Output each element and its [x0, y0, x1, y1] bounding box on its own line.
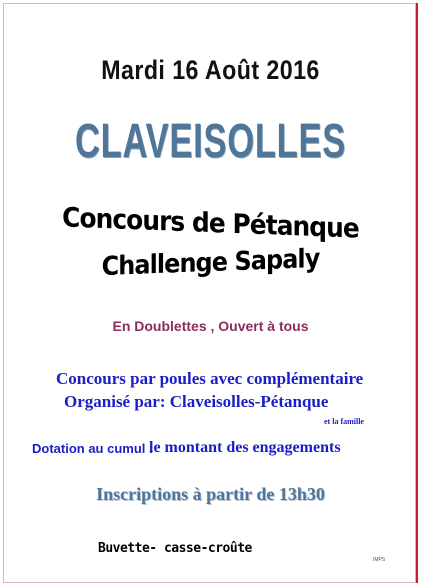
event-title-line2: Challenge Sapaly	[101, 243, 320, 283]
town-name: CLAVEISOLLES	[74, 115, 347, 168]
inscriptions-text: Inscriptions à partir de 13h30	[96, 484, 325, 504]
famille-text: et la famille	[324, 417, 364, 426]
dotation-label: Dotation au cumul :	[32, 441, 154, 456]
organiser-text: Organisé par: Claveisolles-Pétanque	[64, 392, 329, 411]
dotation-value: le montant des engagements	[149, 439, 341, 456]
format-text: En Doublettes , Ouvert à tous	[112, 318, 309, 334]
concours-text: Concours par poules avec complémentaire	[56, 369, 364, 388]
event-date: Mardi 16 Août 2016	[101, 55, 320, 85]
printer-mark: IMPS	[373, 557, 386, 563]
event-title-line1: Concours de Pétanque	[62, 202, 359, 245]
buvette-text: Buvette- casse-croûte	[98, 541, 252, 556]
